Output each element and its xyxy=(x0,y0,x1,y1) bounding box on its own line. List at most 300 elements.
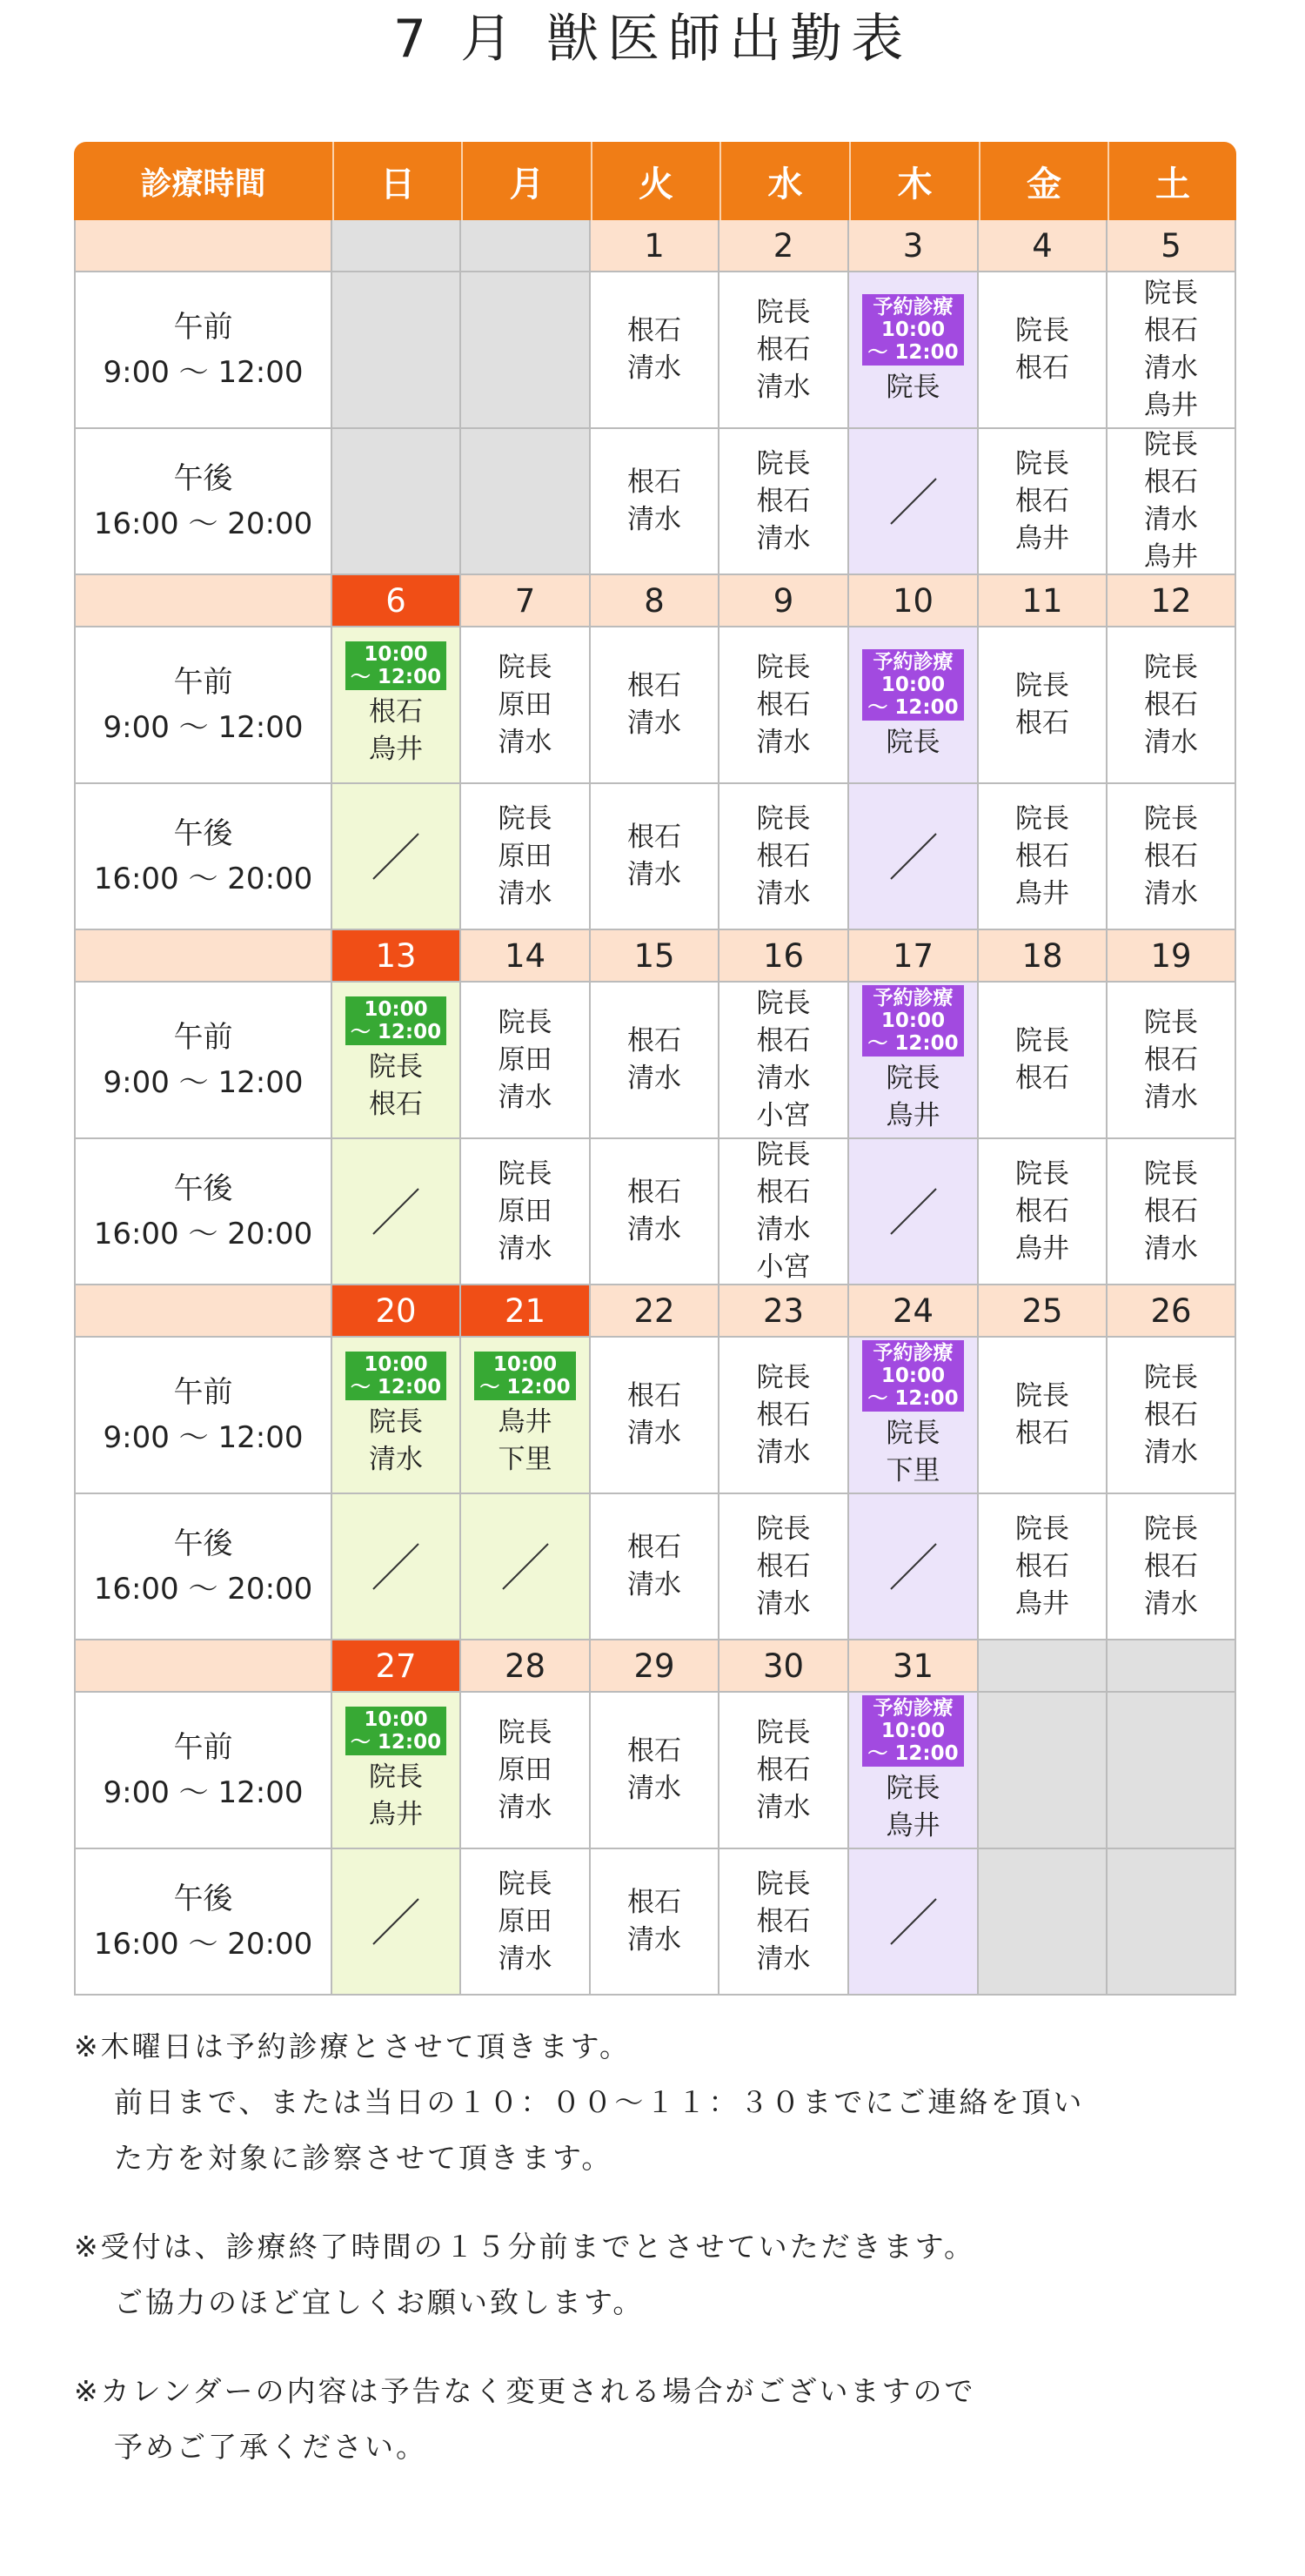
vet-name: 清水 xyxy=(756,522,811,554)
header-day: 日 xyxy=(332,142,461,220)
vet-name: 清水 xyxy=(1144,1232,1198,1265)
date-cell: 10 xyxy=(849,575,979,627)
schedule-cell xyxy=(1108,784,1236,930)
vet-name: 根石 xyxy=(1015,708,1069,739)
date-cell: 7 xyxy=(461,575,591,627)
schedule-cell xyxy=(1108,627,1236,784)
vet-name: 院長 xyxy=(498,1006,552,1038)
am-row xyxy=(74,1338,1235,1494)
note-line: ご協力のほど宜しくお願い致します。 xyxy=(114,2285,645,2319)
schedule-cell xyxy=(979,1849,1108,1996)
date-cell: 27 xyxy=(332,1640,461,1693)
hours-text: 16:00 ～ 20:00 xyxy=(93,1217,313,1251)
schedule-cell xyxy=(849,1338,979,1494)
vet-name: 清水 xyxy=(756,1587,811,1620)
date-cell xyxy=(979,1640,1108,1693)
vet-name: 清水 xyxy=(498,726,552,758)
schedule-cell xyxy=(332,983,461,1139)
date-cell: 23 xyxy=(719,1285,849,1338)
vet-name: 院長 xyxy=(1144,1157,1198,1190)
schedule-cell xyxy=(332,1139,461,1285)
date-cell: 9 xyxy=(719,575,849,627)
vet-name: 院長 xyxy=(1144,1513,1198,1545)
badge-line: 10:00 xyxy=(880,1010,946,1032)
date-row-label xyxy=(74,1285,332,1338)
vet-name: 院長 xyxy=(886,726,940,758)
vet-name: 鳥井 xyxy=(1144,390,1198,421)
schedule-cell xyxy=(1108,272,1236,429)
vet-name: 院長 xyxy=(756,651,811,683)
date-cell: 19 xyxy=(1108,930,1236,983)
closed-slash-icon xyxy=(361,1887,431,1956)
vet-name: 院長 xyxy=(1144,429,1198,460)
header-day: 金 xyxy=(979,142,1108,220)
badge-line: 10:00 xyxy=(364,643,428,666)
badge-line: ～ 12:00 xyxy=(350,1376,442,1399)
badge-line: 予約診療 xyxy=(873,1342,954,1365)
schedule-cell xyxy=(591,1693,719,1849)
schedule-cell xyxy=(1108,1849,1236,1996)
schedule-cell xyxy=(849,1494,979,1640)
vet-name: 根石 xyxy=(756,840,811,872)
schedule-cell xyxy=(719,627,849,784)
reservation-badge xyxy=(862,649,963,721)
date-cell: 4 xyxy=(979,220,1108,272)
vet-name: 清水 xyxy=(756,1214,811,1245)
schedule-cell xyxy=(461,1139,591,1285)
schedule-cell xyxy=(332,1494,461,1640)
schedule-cell xyxy=(979,429,1108,575)
vet-name: 根石 xyxy=(756,485,811,517)
am-hours-label xyxy=(74,983,332,1139)
vet-name: 院長 xyxy=(1144,651,1198,683)
date-row xyxy=(74,575,1235,627)
note-line: 予めご了承ください。 xyxy=(114,2430,427,2464)
vet-name: 院長 xyxy=(369,1761,423,1793)
vet-name: 院長 xyxy=(756,1716,811,1748)
vet-name: 清水 xyxy=(627,352,681,384)
header-day: 月 xyxy=(461,142,591,220)
hours-text: 9:00 ～ 12:00 xyxy=(103,1420,304,1455)
vet-name: 根石 xyxy=(1144,466,1198,498)
hours-text: 午後 xyxy=(173,461,233,496)
schedule-cell xyxy=(332,272,461,429)
closed-slash-icon xyxy=(879,1177,948,1246)
vet-name: 清水 xyxy=(369,1444,423,1475)
date-cell xyxy=(461,220,591,272)
vet-name: 清水 xyxy=(756,877,811,909)
schedule-cell xyxy=(461,627,591,784)
vet-name: 小宮 xyxy=(756,1100,811,1131)
vet-name: 根石 xyxy=(627,822,681,853)
schedule-cell xyxy=(849,784,979,930)
vet-name: 院長 xyxy=(1015,447,1069,480)
vet-name: 院長 xyxy=(1015,670,1069,701)
note-block xyxy=(74,2364,1235,2475)
reservation-badge xyxy=(862,1695,963,1767)
vet-name: 根石 xyxy=(627,315,681,346)
vet-name: 根石 xyxy=(756,1905,811,1937)
hours-text: 16:00 ～ 20:00 xyxy=(93,862,313,896)
closed-slash-icon xyxy=(879,822,948,891)
vet-name: 原田 xyxy=(498,1043,552,1076)
closed-slash-icon xyxy=(491,1532,560,1601)
vet-name: 院長 xyxy=(1015,1380,1069,1412)
vet-name: 根石 xyxy=(1015,1063,1069,1094)
badge-line: ～ 12:00 xyxy=(867,1387,959,1410)
date-cell: 2 xyxy=(719,220,849,272)
schedule-cell xyxy=(979,1338,1108,1494)
vet-name: 清水 xyxy=(627,1773,681,1804)
date-row-label xyxy=(74,220,332,272)
vet-name: 院長 xyxy=(756,802,811,835)
badge-line: ～ 12:00 xyxy=(350,666,442,688)
vet-name: 根石 xyxy=(1015,840,1069,872)
closed-slash-icon xyxy=(361,1177,431,1246)
vet-name: 根石 xyxy=(1015,1195,1069,1227)
schedule-cell xyxy=(849,1849,979,1996)
schedule-cell xyxy=(1108,983,1236,1139)
hours-text: 9:00 ～ 12:00 xyxy=(103,1065,304,1100)
schedule-cell xyxy=(461,784,591,930)
reservation-badge xyxy=(862,985,963,1057)
am-hours-label xyxy=(74,1338,332,1494)
vet-name: 根石 xyxy=(1015,1418,1069,1449)
schedule-cell xyxy=(719,784,849,930)
closed-slash-icon xyxy=(879,1532,948,1601)
date-cell: 3 xyxy=(849,220,979,272)
time-badge xyxy=(474,1352,575,1400)
vet-name: 根石 xyxy=(1144,1550,1198,1582)
vet-name: 根石 xyxy=(627,1380,681,1412)
am-hours-label xyxy=(74,1693,332,1849)
header-row xyxy=(74,142,1235,220)
pm-row xyxy=(74,1139,1235,1285)
vet-name: 根石 xyxy=(1144,688,1198,721)
vet-name: 清水 xyxy=(498,877,552,909)
vet-name: 清水 xyxy=(627,1063,681,1094)
hours-text: 9:00 ～ 12:00 xyxy=(103,355,304,390)
notes xyxy=(74,2019,1235,2508)
vet-name: 鳥井 xyxy=(1015,1587,1069,1620)
vet-name: 小宮 xyxy=(756,1251,811,1283)
vet-name: 根石 xyxy=(756,1177,811,1208)
hours-text: 午後 xyxy=(173,1526,233,1561)
vet-name: 院長 xyxy=(756,988,811,1019)
badge-line: 10:00 xyxy=(880,1365,946,1387)
closed-slash-icon xyxy=(879,466,948,536)
date-cell: 25 xyxy=(979,1285,1108,1338)
badge-line: 10:00 xyxy=(880,318,946,341)
vet-name: 根石 xyxy=(1015,1550,1069,1582)
vet-name: 清水 xyxy=(756,1791,811,1823)
schedule-cell xyxy=(1108,1494,1236,1640)
vet-name: 根石 xyxy=(756,688,811,721)
badge-line: 予約診療 xyxy=(873,650,954,674)
time-badge xyxy=(345,641,446,690)
schedule-cell xyxy=(332,1338,461,1494)
vet-name: 鳥井 xyxy=(886,1810,940,1841)
schedule-cell xyxy=(332,627,461,784)
date-cell: 21 xyxy=(461,1285,591,1338)
vet-name: 下里 xyxy=(886,1455,940,1486)
badge-line: ～ 12:00 xyxy=(350,1731,442,1754)
schedule-cell xyxy=(591,1494,719,1640)
schedule-cell xyxy=(849,272,979,429)
vet-name: 院長 xyxy=(498,1868,552,1900)
vet-name: 清水 xyxy=(498,1791,552,1823)
vet-name: 清水 xyxy=(627,859,681,890)
vet-name: 清水 xyxy=(1144,504,1198,535)
pm-row xyxy=(74,1849,1235,1996)
date-cell: 20 xyxy=(332,1285,461,1338)
vet-name: 根石 xyxy=(1015,352,1069,384)
vet-name: 院長 xyxy=(498,1716,552,1748)
vet-name: 原田 xyxy=(498,1195,552,1227)
vet-name: 根石 xyxy=(756,1025,811,1057)
vet-name: 下里 xyxy=(498,1444,552,1475)
schedule-cell xyxy=(849,1139,979,1285)
badge-line: 予約診療 xyxy=(873,987,954,1010)
date-cell: 30 xyxy=(719,1640,849,1693)
date-cell: 26 xyxy=(1108,1285,1236,1338)
hours-text: 午後 xyxy=(173,1882,233,1916)
date-row xyxy=(74,1285,1235,1338)
schedule-cell xyxy=(1108,1338,1236,1494)
vet-name: 院長 xyxy=(756,1361,811,1393)
vet-name: 鳥井 xyxy=(1015,522,1069,554)
schedule-cell xyxy=(849,983,979,1139)
vet-name: 清水 xyxy=(756,1063,811,1094)
vet-name: 清水 xyxy=(627,504,681,535)
vet-name: 清水 xyxy=(1144,1436,1198,1468)
schedule-cell xyxy=(719,272,849,429)
badge-line: 10:00 xyxy=(364,1353,428,1376)
schedule-cell xyxy=(719,983,849,1139)
badge-line: ～ 12:00 xyxy=(867,1032,959,1055)
date-cell: 22 xyxy=(591,1285,719,1338)
schedule-cell xyxy=(461,272,591,429)
schedule-cell xyxy=(591,272,719,429)
badge-line: 予約診療 xyxy=(873,1697,954,1720)
date-cell: 31 xyxy=(849,1640,979,1693)
header-day: 木 xyxy=(849,142,979,220)
badge-line: 予約診療 xyxy=(873,295,954,319)
vet-name: 清水 xyxy=(627,1569,681,1600)
schedule-cell xyxy=(849,429,979,575)
vet-name: 清水 xyxy=(756,726,811,758)
note-line: ※木曜日は予約診療とさせて頂きます。 xyxy=(74,2029,632,2063)
date-cell: 14 xyxy=(461,930,591,983)
am-row xyxy=(74,272,1235,429)
date-cell: 8 xyxy=(591,575,719,627)
header-day: 水 xyxy=(719,142,849,220)
date-cell: 11 xyxy=(979,575,1108,627)
badge-line: ～ 12:00 xyxy=(867,695,959,719)
vet-name: 鳥井 xyxy=(498,1406,552,1438)
vet-name: 原田 xyxy=(498,840,552,872)
am-row xyxy=(74,627,1235,784)
vet-name: 原田 xyxy=(498,688,552,721)
vet-name: 清水 xyxy=(756,1436,811,1468)
date-cell: 1 xyxy=(591,220,719,272)
vet-name: 清水 xyxy=(627,708,681,739)
schedule-cell xyxy=(591,1338,719,1494)
pm-hours-label xyxy=(74,1494,332,1640)
schedule-cell xyxy=(332,1849,461,1996)
date-row-label xyxy=(74,1640,332,1693)
vet-name: 院長 xyxy=(756,1868,811,1900)
schedule-cell xyxy=(849,627,979,784)
vet-name: 院長 xyxy=(1144,802,1198,835)
hours-text: 午後 xyxy=(173,816,233,851)
vet-name: 鳥井 xyxy=(1015,877,1069,909)
note-block xyxy=(74,2219,1235,2331)
schedule-cell xyxy=(979,983,1108,1139)
vet-name: 清水 xyxy=(756,1942,811,1975)
vet-name: 根石 xyxy=(1144,1195,1198,1227)
vet-name: 院長 xyxy=(756,447,811,480)
schedule-cell xyxy=(979,1139,1108,1285)
vet-name: 院長 xyxy=(1015,802,1069,835)
schedule-cell xyxy=(591,429,719,575)
schedule-cell xyxy=(461,1693,591,1849)
vet-name: 院長 xyxy=(756,1139,811,1171)
vet-name: 院長 xyxy=(756,296,811,328)
hours-text: 午前 xyxy=(173,310,233,345)
date-cell: 12 xyxy=(1108,575,1236,627)
vet-name: 清水 xyxy=(627,1924,681,1955)
am-row xyxy=(74,983,1235,1139)
hours-text: 16:00 ～ 20:00 xyxy=(93,1572,313,1607)
vet-name: 院長 xyxy=(1015,1157,1069,1190)
note-block xyxy=(74,2019,1235,2186)
badge-line: ～ 12:00 xyxy=(867,340,959,364)
pm-hours-label xyxy=(74,1139,332,1285)
date-cell: 6 xyxy=(332,575,461,627)
date-cell: 15 xyxy=(591,930,719,983)
date-cell: 18 xyxy=(979,930,1108,983)
schedule-cell xyxy=(979,1494,1108,1640)
vet-name: 院長 xyxy=(886,1063,940,1094)
vet-name: 院長 xyxy=(1144,1361,1198,1393)
vet-name: 院長 xyxy=(1144,1006,1198,1038)
vet-name: 清水 xyxy=(498,1081,552,1113)
vet-name: 清水 xyxy=(1144,1081,1198,1113)
schedule-cell xyxy=(719,1338,849,1494)
schedule-cell xyxy=(719,1693,849,1849)
header-day: 土 xyxy=(1108,142,1236,220)
vet-name: 鳥井 xyxy=(886,1100,940,1131)
pm-row xyxy=(74,429,1235,575)
am-row xyxy=(74,1693,1235,1849)
note-line: ※受付は、診療終了時間の１５分前までとさせていただきます。 xyxy=(74,2230,976,2264)
vet-name: 院長 xyxy=(1015,1513,1069,1545)
vet-name: 根石 xyxy=(1144,315,1198,346)
vet-name: 院長 xyxy=(886,1418,940,1449)
date-cell: 24 xyxy=(849,1285,979,1338)
vet-name: 院長 xyxy=(886,371,940,403)
reservation-badge xyxy=(862,294,963,366)
badge-line: ～ 12:00 xyxy=(867,1742,959,1765)
date-cell: 28 xyxy=(461,1640,591,1693)
schedule-cell xyxy=(591,983,719,1139)
date-row xyxy=(74,930,1235,983)
vet-name: 清水 xyxy=(1144,877,1198,909)
vet-name: 清水 xyxy=(1144,726,1198,758)
vet-name: 院長 xyxy=(756,1513,811,1545)
schedule-cell xyxy=(1108,1139,1236,1285)
schedule-cell xyxy=(591,784,719,930)
date-cell: 5 xyxy=(1108,220,1236,272)
vet-name: 鳥井 xyxy=(1015,1232,1069,1265)
schedule-cell xyxy=(461,983,591,1139)
vet-name: 院長 xyxy=(498,1157,552,1190)
date-cell: 16 xyxy=(719,930,849,983)
vet-name: 清水 xyxy=(498,1232,552,1265)
vet-name: 清水 xyxy=(756,371,811,403)
vet-name: 院長 xyxy=(498,802,552,835)
vet-name: 根石 xyxy=(1015,485,1069,517)
vet-name: 清水 xyxy=(498,1942,552,1975)
schedule-cell xyxy=(849,1693,979,1849)
vet-name: 鳥井 xyxy=(1144,541,1198,573)
schedule-cell xyxy=(461,1849,591,1996)
vet-name: 院長 xyxy=(886,1773,940,1804)
closed-slash-icon xyxy=(361,822,431,891)
badge-line: ～ 12:00 xyxy=(350,1021,442,1043)
schedule-cell xyxy=(979,1693,1108,1849)
badge-line: 10:00 xyxy=(492,1353,558,1376)
date-row xyxy=(74,220,1235,272)
am-hours-label xyxy=(74,627,332,784)
vet-name: 根石 xyxy=(627,670,681,701)
reservation-badge xyxy=(862,1340,963,1412)
badge-line: 10:00 xyxy=(880,1720,946,1742)
pm-row xyxy=(74,1494,1235,1640)
date-row-label xyxy=(74,930,332,983)
am-hours-label xyxy=(74,272,332,429)
schedule-cell xyxy=(591,1139,719,1285)
schedule-cell xyxy=(719,429,849,575)
vet-name: 清水 xyxy=(1144,352,1198,384)
vet-name: 根石 xyxy=(627,1887,681,1918)
time-badge xyxy=(345,996,446,1045)
schedule-cell xyxy=(979,627,1108,784)
schedule-cell xyxy=(461,1494,591,1640)
schedule-cell xyxy=(332,784,461,930)
note-line: た方を対象に診察させて頂きます。 xyxy=(114,2141,613,2175)
vet-name: 根石 xyxy=(1144,1399,1198,1431)
hours-text: 午前 xyxy=(173,1020,233,1055)
note-line: 前日まで、または当日の１０：００～１１：３０までにご連絡を頂い xyxy=(114,2085,1085,2119)
hours-text: 9:00 ～ 12:00 xyxy=(103,1775,304,1810)
vet-name: 根石 xyxy=(369,696,423,728)
closed-slash-icon xyxy=(879,1887,948,1956)
time-badge xyxy=(345,1707,446,1755)
schedule-cell xyxy=(1108,429,1236,575)
time-badge xyxy=(345,1352,446,1400)
pm-row xyxy=(74,784,1235,930)
vet-name: 清水 xyxy=(627,1214,681,1245)
hours-text: 午後 xyxy=(173,1171,233,1206)
schedule-cell xyxy=(332,1693,461,1849)
badge-line: ～ 12:00 xyxy=(479,1376,571,1399)
hours-text: 16:00 ～ 20:00 xyxy=(93,1927,313,1962)
header-day: 火 xyxy=(591,142,719,220)
note-line: ※カレンダーの内容は予告なく変更される場合がございますので xyxy=(74,2374,976,2408)
date-cell xyxy=(332,220,461,272)
